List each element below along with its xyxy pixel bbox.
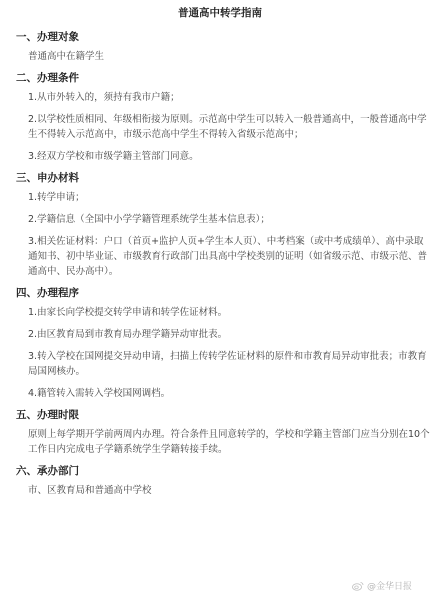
section-heading: 一、办理对象: [16, 31, 79, 43]
watermark: [352, 579, 412, 592]
section-heading: 五、办理时限: [16, 409, 79, 421]
section-heading: 二、办理条件: [16, 72, 79, 84]
section-materials: [8, 171, 432, 279]
paragraph: 3.转入学校在国网提交异动申请，扫描上传转学佐证材料的原件和市教育局异动审批表；市教育局国网核办。: [28, 351, 427, 377]
section-heading: 四、办理程序: [16, 287, 79, 299]
paragraph: 1.转学申请；: [28, 192, 85, 203]
paragraph: 原则上每学期开学前两周内办理。符合条件且同意转学的，学校和学籍主管部门应当分别在10个工作日内完成电子学籍系统学生学籍转接手续。: [28, 429, 430, 455]
paragraph: 市、区教育局和普通高中学校: [28, 485, 152, 496]
section-heading: 六、承办部门: [16, 465, 79, 477]
paragraph: 3.经双方学校和市级学籍主管部门同意。: [28, 151, 199, 162]
watermark-text: @金华日报: [366, 582, 412, 592]
paragraph: 1.从市外转入的，须持有我市户籍；: [28, 92, 180, 103]
paragraph: 2.以学校性质相同、年级相衔接为原则。示范高中学生可以转入一般普通高中，一般普通高中学生不得转入示范高中，市级示范高中学生不得转入省级示范高中；: [28, 114, 427, 140]
paragraph: 普通高中在籍学生: [28, 51, 105, 62]
weibo-icon: [352, 581, 364, 591]
paragraph: 2.学籍信息（全国中小学学籍管理系统学生基本信息表）；: [28, 214, 270, 225]
section-procedure: [8, 286, 432, 401]
section-department: [8, 464, 432, 498]
paragraph: 2.由区教育局到市教育局办理学籍异动审批表。: [28, 329, 228, 340]
document-title: 普通高中转学指南: [178, 7, 262, 19]
paragraph: 4.籍管转入需转入学校国网调档。: [28, 388, 171, 399]
paragraph: 3.相关佐证材料：户口（首页+监护人页+学生本人页）、中考档案（或中考成绩单）、高中录取通知书、初中毕业证、市级教育行政部门出具高中学校类别的证明（如省级示范、市级示范、普通高中、民办高中）。: [28, 236, 428, 277]
section-target: [8, 30, 432, 64]
section-conditions: [8, 71, 432, 164]
section-heading: 三、申办材料: [16, 172, 79, 184]
paragraph: 1.由家长向学校提交转学申请和转学佐证材料。: [28, 307, 228, 318]
section-time-limit: [8, 408, 432, 457]
